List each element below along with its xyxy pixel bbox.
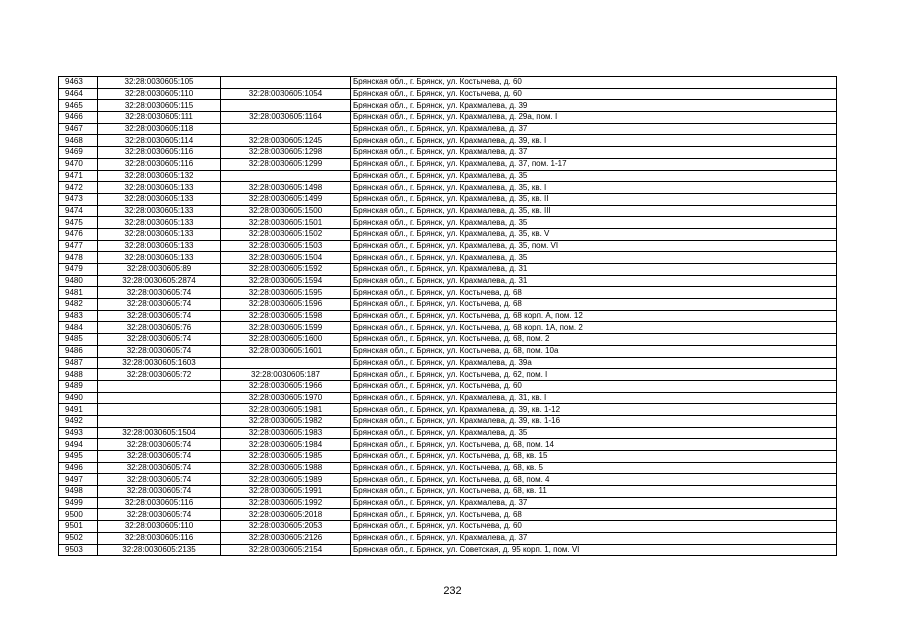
row-number-cell: 9496	[59, 462, 98, 474]
row-number-cell: 9491	[59, 404, 98, 416]
row-number-cell: 9469	[59, 147, 98, 159]
object-cadastral-cell: 32:28:0030605:1504	[221, 252, 351, 264]
table-row	[59, 345, 837, 357]
row-number-cell: 9488	[59, 369, 98, 381]
object-cadastral-cell: 32:28:0030605:2126	[221, 532, 351, 544]
table-row	[59, 88, 837, 100]
row-number-cell: 9465	[59, 100, 98, 112]
address-cell: Брянская обл., г. Брянск, ул. Костычева, д. 68, пом. 10а	[351, 345, 837, 357]
row-number-cell: 9489	[59, 380, 98, 392]
address-cell: Брянская обл., г. Брянск, ул. Костычева, д. 68 корп. А, пом. 12	[351, 310, 837, 322]
table-row	[59, 451, 837, 463]
object-cadastral-cell: 32:28:0030605:2053	[221, 521, 351, 533]
table-row	[59, 299, 837, 311]
object-cadastral-cell: 32:28:0030605:2154	[221, 544, 351, 556]
table-row	[59, 521, 837, 533]
address-cell: Брянская обл., г. Брянск, ул. Костычева, д. 68 корп. 1А, пом. 2	[351, 322, 837, 334]
table-row	[59, 205, 837, 217]
land-cadastral-cell: 32:28:0030605:132	[98, 170, 221, 182]
table-row	[59, 334, 837, 346]
address-cell: Брянская обл., г. Брянск, ул. Крахмалева, д. 35, пом. VI	[351, 240, 837, 252]
address-cell: Брянская обл., г. Брянск, ул. Костычева, д. 60	[351, 380, 837, 392]
table-row	[59, 264, 837, 276]
registry-table-body	[59, 77, 837, 556]
row-number-cell: 9502	[59, 532, 98, 544]
address-cell: Брянская обл., г. Брянск, ул. Советская, д. 95 корп. 1, пом. VI	[351, 544, 837, 556]
row-number-cell: 9473	[59, 193, 98, 205]
table-row	[59, 392, 837, 404]
table-row	[59, 532, 837, 544]
object-cadastral-cell	[221, 357, 351, 369]
land-cadastral-cell: 32:28:0030605:74	[98, 509, 221, 521]
row-number-cell: 9475	[59, 217, 98, 229]
object-cadastral-cell: 32:28:0030605:1991	[221, 486, 351, 498]
object-cadastral-cell: 32:28:0030605:1984	[221, 439, 351, 451]
land-cadastral-cell: 32:28:0030605:116	[98, 147, 221, 159]
row-number-cell: 9490	[59, 392, 98, 404]
object-cadastral-cell: 32:28:0030605:1981	[221, 404, 351, 416]
land-cadastral-cell: 32:28:0030605:1504	[98, 427, 221, 439]
address-cell: Брянская обл., г. Брянск, ул. Костычева, д. 60	[351, 521, 837, 533]
land-cadastral-cell: 32:28:0030605:74	[98, 345, 221, 357]
object-cadastral-cell: 32:28:0030605:1592	[221, 264, 351, 276]
object-cadastral-cell: 32:28:0030605:1600	[221, 334, 351, 346]
object-cadastral-cell: 32:28:0030605:1970	[221, 392, 351, 404]
address-cell: Брянская обл., г. Брянск, ул. Крахмалева, д. 39а	[351, 357, 837, 369]
address-cell: Брянская обл., г. Брянск, ул. Костычева, д. 68, кв. 15	[351, 451, 837, 463]
address-cell: Брянская обл., г. Брянск, ул. Костычева, д. 68	[351, 299, 837, 311]
row-number-cell: 9471	[59, 170, 98, 182]
land-cadastral-cell: 32:28:0030605:76	[98, 322, 221, 334]
table-row	[59, 182, 837, 194]
registry-table	[58, 76, 837, 556]
row-number-cell: 9500	[59, 509, 98, 521]
row-number-cell: 9498	[59, 486, 98, 498]
row-number-cell: 9486	[59, 345, 98, 357]
row-number-cell: 9472	[59, 182, 98, 194]
land-cadastral-cell: 32:28:0030605:89	[98, 264, 221, 276]
land-cadastral-cell	[98, 380, 221, 392]
object-cadastral-cell: 32:28:0030605:1499	[221, 193, 351, 205]
row-number-cell: 9480	[59, 275, 98, 287]
row-number-cell: 9483	[59, 310, 98, 322]
table-row	[59, 275, 837, 287]
object-cadastral-cell: 32:28:0030605:1298	[221, 147, 351, 159]
table-row	[59, 240, 837, 252]
table-row	[59, 252, 837, 264]
table-row	[59, 77, 837, 89]
object-cadastral-cell	[221, 77, 351, 89]
object-cadastral-cell: 32:28:0030605:187	[221, 369, 351, 381]
address-cell: Брянская обл., г. Брянск, ул. Костычева, д. 68, пом. 4	[351, 474, 837, 486]
row-number-cell: 9484	[59, 322, 98, 334]
table-row	[59, 509, 837, 521]
table-row	[59, 170, 837, 182]
object-cadastral-cell: 32:28:0030605:1164	[221, 112, 351, 124]
object-cadastral-cell: 32:28:0030605:1985	[221, 451, 351, 463]
land-cadastral-cell: 32:28:0030605:116	[98, 497, 221, 509]
object-cadastral-cell: 32:28:0030605:1498	[221, 182, 351, 194]
table-row	[59, 380, 837, 392]
land-cadastral-cell: 32:28:0030605:105	[98, 77, 221, 89]
address-cell: Брянская обл., г. Брянск, ул. Крахмалева, д. 39	[351, 100, 837, 112]
object-cadastral-cell: 32:28:0030605:1598	[221, 310, 351, 322]
address-cell: Брянская обл., г. Брянск, ул. Крахмалева, д. 35, кв. III	[351, 205, 837, 217]
object-cadastral-cell: 32:28:0030605:1245	[221, 135, 351, 147]
address-cell: Брянская обл., г. Брянск, ул. Костычева, д. 68, пом. 14	[351, 439, 837, 451]
object-cadastral-cell: 32:28:0030605:1992	[221, 497, 351, 509]
land-cadastral-cell: 32:28:0030605:74	[98, 462, 221, 474]
table-row	[59, 193, 837, 205]
land-cadastral-cell: 32:28:0030605:74	[98, 451, 221, 463]
address-cell: Брянская обл., г. Брянск, ул. Крахмалева, д. 37, пом. 1-17	[351, 158, 837, 170]
land-cadastral-cell: 32:28:0030605:1603	[98, 357, 221, 369]
object-cadastral-cell	[221, 170, 351, 182]
address-cell: Брянская обл., г. Брянск, ул. Крахмалева, д. 37	[351, 532, 837, 544]
address-cell: Брянская обл., г. Брянск, ул. Костычева, д. 60	[351, 77, 837, 89]
table-row	[59, 147, 837, 159]
row-number-cell: 9495	[59, 451, 98, 463]
address-cell: Брянская обл., г. Брянск, ул. Крахмалева, д. 35	[351, 427, 837, 439]
row-number-cell: 9493	[59, 427, 98, 439]
address-cell: Брянская обл., г. Брянск, ул. Крахмалева, д. 35	[351, 252, 837, 264]
address-cell: Брянская обл., г. Брянск, ул. Крахмалева, д. 35	[351, 170, 837, 182]
table-row	[59, 123, 837, 135]
land-cadastral-cell: 32:28:0030605:114	[98, 135, 221, 147]
address-cell: Брянская обл., г. Брянск, ул. Костычева, д. 62, пом. I	[351, 369, 837, 381]
table-row	[59, 217, 837, 229]
object-cadastral-cell: 32:28:0030605:1983	[221, 427, 351, 439]
land-cadastral-cell	[98, 415, 221, 427]
table-row	[59, 439, 837, 451]
row-number-cell: 9501	[59, 521, 98, 533]
row-number-cell: 9470	[59, 158, 98, 170]
land-cadastral-cell: 32:28:0030605:111	[98, 112, 221, 124]
object-cadastral-cell: 32:28:0030605:1501	[221, 217, 351, 229]
table-row	[59, 462, 837, 474]
table-row	[59, 135, 837, 147]
land-cadastral-cell: 32:28:0030605:110	[98, 88, 221, 100]
object-cadastral-cell: 32:28:0030605:1054	[221, 88, 351, 100]
land-cadastral-cell: 32:28:0030605:74	[98, 486, 221, 498]
land-cadastral-cell: 32:28:0030605:74	[98, 334, 221, 346]
object-cadastral-cell: 32:28:0030605:1966	[221, 380, 351, 392]
row-number-cell: 9479	[59, 264, 98, 276]
object-cadastral-cell: 32:28:0030605:1989	[221, 474, 351, 486]
land-cadastral-cell: 32:28:0030605:118	[98, 123, 221, 135]
table-row	[59, 404, 837, 416]
address-cell: Брянская обл., г. Брянск, ул. Крахмалева, д. 37	[351, 147, 837, 159]
table-row	[59, 486, 837, 498]
address-cell: Брянская обл., г. Брянск, ул. Крахмалева, д. 35, кв. II	[351, 193, 837, 205]
row-number-cell: 9499	[59, 497, 98, 509]
address-cell: Брянская обл., г. Брянск, ул. Костычева, д. 68	[351, 509, 837, 521]
address-cell: Брянская обл., г. Брянск, ул. Костычева, д. 68, пом. 2	[351, 334, 837, 346]
land-cadastral-cell: 32:28:0030605:2874	[98, 275, 221, 287]
address-cell: Брянская обл., г. Брянск, ул. Крахмалева, д. 31	[351, 275, 837, 287]
object-cadastral-cell: 32:28:0030605:1596	[221, 299, 351, 311]
object-cadastral-cell: 32:28:0030605:1982	[221, 415, 351, 427]
row-number-cell: 9463	[59, 77, 98, 89]
row-number-cell: 9478	[59, 252, 98, 264]
object-cadastral-cell: 32:28:0030605:1503	[221, 240, 351, 252]
land-cadastral-cell: 32:28:0030605:133	[98, 205, 221, 217]
table-row	[59, 112, 837, 124]
table-row	[59, 357, 837, 369]
land-cadastral-cell: 32:28:0030605:72	[98, 369, 221, 381]
address-cell: Брянская обл., г. Брянск, ул. Костычева, д. 68, кв. 5	[351, 462, 837, 474]
table-row	[59, 287, 837, 299]
address-cell: Брянская обл., г. Брянск, ул. Костычева, д. 68	[351, 287, 837, 299]
table-row	[59, 310, 837, 322]
land-cadastral-cell: 32:28:0030605:74	[98, 299, 221, 311]
land-cadastral-cell: 32:28:0030605:74	[98, 310, 221, 322]
table-row	[59, 369, 837, 381]
address-cell: Брянская обл., г. Брянск, ул. Крахмалева, д. 39, кв. I	[351, 135, 837, 147]
row-number-cell: 9487	[59, 357, 98, 369]
row-number-cell: 9485	[59, 334, 98, 346]
table-row	[59, 228, 837, 240]
address-cell: Брянская обл., г. Брянск, ул. Крахмалева, д. 31	[351, 264, 837, 276]
table-row	[59, 544, 837, 556]
land-cadastral-cell: 32:28:0030605:74	[98, 439, 221, 451]
land-cadastral-cell: 32:28:0030605:133	[98, 252, 221, 264]
object-cadastral-cell: 32:28:0030605:1601	[221, 345, 351, 357]
object-cadastral-cell: 32:28:0030605:1595	[221, 287, 351, 299]
row-number-cell: 9476	[59, 228, 98, 240]
row-number-cell: 9474	[59, 205, 98, 217]
land-cadastral-cell	[98, 404, 221, 416]
row-number-cell: 9494	[59, 439, 98, 451]
land-cadastral-cell: 32:28:0030605:133	[98, 240, 221, 252]
table-row	[59, 415, 837, 427]
row-number-cell: 9467	[59, 123, 98, 135]
object-cadastral-cell: 32:28:0030605:1500	[221, 205, 351, 217]
land-cadastral-cell: 32:28:0030605:110	[98, 521, 221, 533]
object-cadastral-cell: 32:28:0030605:2018	[221, 509, 351, 521]
land-cadastral-cell: 32:28:0030605:133	[98, 228, 221, 240]
land-cadastral-cell: 32:28:0030605:133	[98, 182, 221, 194]
row-number-cell: 9503	[59, 544, 98, 556]
row-number-cell: 9464	[59, 88, 98, 100]
table-row	[59, 158, 837, 170]
land-cadastral-cell: 32:28:0030605:2135	[98, 544, 221, 556]
row-number-cell: 9466	[59, 112, 98, 124]
object-cadastral-cell	[221, 123, 351, 135]
address-cell: Брянская обл., г. Брянск, ул. Крахмалева, д. 39, кв. 1-16	[351, 415, 837, 427]
address-cell: Брянская обл., г. Брянск, ул. Крахмалева, д. 37	[351, 497, 837, 509]
object-cadastral-cell: 32:28:0030605:1594	[221, 275, 351, 287]
address-cell: Брянская обл., г. Брянск, ул. Крахмалева, д. 29а, пом. I	[351, 112, 837, 124]
address-cell: Брянская обл., г. Брянск, ул. Крахмалева, д. 35, кв. V	[351, 228, 837, 240]
address-cell: Брянская обл., г. Брянск, ул. Крахмалева, д. 31, кв. I	[351, 392, 837, 404]
table-row	[59, 322, 837, 334]
table-row	[59, 100, 837, 112]
row-number-cell: 9497	[59, 474, 98, 486]
object-cadastral-cell: 32:28:0030605:1299	[221, 158, 351, 170]
land-cadastral-cell: 32:28:0030605:115	[98, 100, 221, 112]
land-cadastral-cell: 32:28:0030605:133	[98, 217, 221, 229]
address-cell: Брянская обл., г. Брянск, ул. Крахмалева, д. 39, кв. 1-12	[351, 404, 837, 416]
address-cell: Брянская обл., г. Брянск, ул. Крахмалева, д. 37	[351, 123, 837, 135]
table-row	[59, 474, 837, 486]
table-row	[59, 427, 837, 439]
address-cell: Брянская обл., г. Брянск, ул. Крахмалева, д. 35, кв. I	[351, 182, 837, 194]
address-cell: Брянская обл., г. Брянск, ул. Костычева, д. 60	[351, 88, 837, 100]
object-cadastral-cell: 32:28:0030605:1988	[221, 462, 351, 474]
row-number-cell: 9477	[59, 240, 98, 252]
page-number: 232	[443, 585, 462, 597]
land-cadastral-cell: 32:28:0030605:74	[98, 287, 221, 299]
table-row	[59, 497, 837, 509]
land-cadastral-cell: 32:28:0030605:133	[98, 193, 221, 205]
row-number-cell: 9468	[59, 135, 98, 147]
address-cell: Брянская обл., г. Брянск, ул. Крахмалева, д. 35	[351, 217, 837, 229]
object-cadastral-cell: 32:28:0030605:1502	[221, 228, 351, 240]
object-cadastral-cell: 32:28:0030605:1599	[221, 322, 351, 334]
land-cadastral-cell: 32:28:0030605:116	[98, 158, 221, 170]
land-cadastral-cell	[98, 392, 221, 404]
land-cadastral-cell: 32:28:0030605:74	[98, 474, 221, 486]
address-cell: Брянская обл., г. Брянск, ул. Костычева, д. 68, кв. 11	[351, 486, 837, 498]
land-cadastral-cell: 32:28:0030605:116	[98, 532, 221, 544]
row-number-cell: 9481	[59, 287, 98, 299]
row-number-cell: 9492	[59, 415, 98, 427]
object-cadastral-cell	[221, 100, 351, 112]
row-number-cell: 9482	[59, 299, 98, 311]
